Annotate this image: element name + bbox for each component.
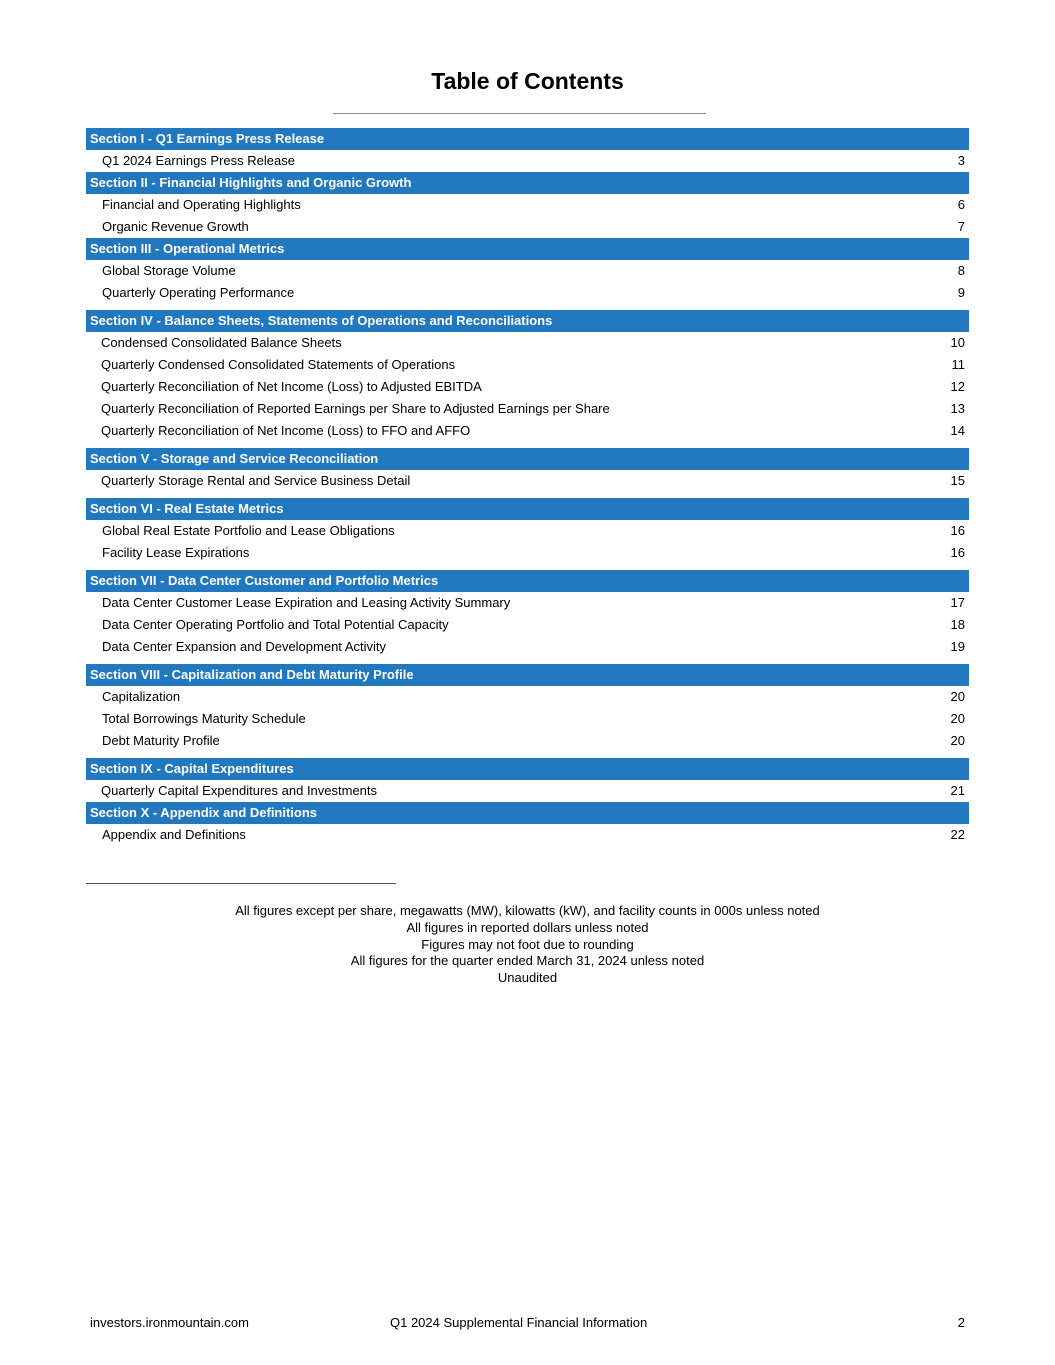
toc-entry-label: Global Storage Volume <box>102 263 236 278</box>
toc-section <box>86 802 969 846</box>
toc-entry-label: Quarterly Capital Expenditures and Investments <box>101 783 378 798</box>
table-of-contents <box>86 128 969 846</box>
toc-entry-page: 22 <box>950 827 965 842</box>
toc-section <box>86 310 969 442</box>
toc-entry <box>86 780 969 802</box>
toc-entry-label: Debt Maturity Profile <box>102 733 220 748</box>
note-line: Unaudited <box>497 970 558 986</box>
toc-entry-label: Quarterly Reconciliation of Reported Earnings per Share to Adjusted Earnings per Share <box>101 401 610 416</box>
toc-entry-page: 11 <box>951 357 965 372</box>
toc-entry-page: 9 <box>957 285 965 300</box>
section-header: Section IV - Balance Sheets, Statements of Operations and Reconciliations <box>86 310 969 332</box>
toc-entry <box>86 420 969 442</box>
toc-entry <box>86 332 969 354</box>
toc-entry <box>86 520 969 542</box>
toc-entry-label: Data Center Expansion and Development Activity <box>102 639 386 654</box>
toc-entry-page: 18 <box>950 617 965 632</box>
toc-entry-label: Data Center Operating Portfolio and Total Potential Capacity <box>102 617 449 632</box>
section-header: Section III - Operational Metrics <box>86 238 969 260</box>
section-header: Section VII - Data Center Customer and Portfolio Metrics <box>86 570 969 592</box>
toc-entry <box>86 194 969 216</box>
toc-entry-label: Quarterly Reconciliation of Net Income (Loss) to FFO and AFFO <box>101 423 471 438</box>
notes-block <box>0 903 1055 987</box>
toc-entry-page: 17 <box>950 595 965 610</box>
section-header: Section X - Appendix and Definitions <box>86 802 969 824</box>
toc-entry-page: 21 <box>950 783 965 798</box>
note-line: All figures except per share, megawatts (MW), kilowatts (kW), and facility counts in 000s unless noted <box>235 903 820 918</box>
toc-section <box>86 448 969 492</box>
toc-entry <box>86 592 969 614</box>
toc-section <box>86 758 969 802</box>
toc-entry <box>86 354 969 376</box>
toc-entry-label: Organic Revenue Growth <box>102 219 249 234</box>
footer-doc-title: Q1 2024 Supplemental Financial Information <box>390 1315 648 1330</box>
toc-entry-page: 8 <box>957 263 965 278</box>
toc-entry-page: 3 <box>957 153 965 168</box>
toc-entry <box>86 376 969 398</box>
section-header: Section VIII - Capitalization and Debt Maturity Profile <box>86 664 969 686</box>
toc-entry-page: 16 <box>950 523 965 538</box>
toc-entry <box>86 260 969 282</box>
toc-entry <box>86 542 969 564</box>
toc-section <box>86 128 969 172</box>
toc-entry <box>86 730 969 752</box>
toc-entry-page: 19 <box>950 639 965 654</box>
toc-entry <box>86 398 969 420</box>
footnote-divider <box>86 883 396 884</box>
section-header: Section IX - Capital Expenditures <box>86 758 969 780</box>
page-title: Table of Contents <box>431 68 624 94</box>
toc-entry <box>86 216 969 238</box>
toc-entry-label: Global Real Estate Portfolio and Lease Obligations <box>102 523 395 538</box>
toc-entry-page: 15 <box>950 473 965 488</box>
toc-entry <box>86 282 969 304</box>
toc-entry-label: Facility Lease Expirations <box>102 545 250 560</box>
toc-entry-label: Q1 2024 Earnings Press Release <box>102 153 295 168</box>
toc-entry-label: Quarterly Storage Rental and Service Business Detail <box>101 473 411 488</box>
toc-entry-label: Quarterly Condensed Consolidated Statements of Operations <box>101 357 456 372</box>
toc-entry-page: 20 <box>950 689 965 704</box>
toc-section <box>86 664 969 752</box>
footer-website: investors.ironmountain.com <box>90 1315 249 1330</box>
note-line: Figures may not foot due to rounding <box>421 936 634 952</box>
toc-entry-label: Data Center Customer Lease Expiration and Leasing Activity Summary <box>102 595 511 610</box>
toc-entry-page: 10 <box>950 335 965 350</box>
section-header: Section II - Financial Highlights and Organic Growth <box>86 172 969 194</box>
toc-section <box>86 570 969 658</box>
footer-page-number: 2 <box>957 1315 965 1330</box>
toc-entry <box>86 824 969 846</box>
toc-section <box>86 172 969 238</box>
toc-entry <box>86 614 969 636</box>
toc-entry-page: 7 <box>957 219 965 234</box>
toc-entry-page: 12 <box>950 379 965 394</box>
toc-entry-label: Total Borrowings Maturity Schedule <box>102 711 306 726</box>
toc-entry <box>86 470 969 492</box>
toc-entry-label: Financial and Operating Highlights <box>102 197 301 212</box>
toc-entry-label: Quarterly Reconciliation of Net Income (Loss) to Adjusted EBITDA <box>101 379 482 394</box>
toc-entry-page: 13 <box>950 401 965 416</box>
section-header: Section V - Storage and Service Reconciliation <box>86 448 969 470</box>
toc-entry-page: 20 <box>950 733 965 748</box>
toc-entry-page: 14 <box>950 423 965 438</box>
toc-entry-label: Condensed Consolidated Balance Sheets <box>101 335 342 350</box>
toc-entry <box>86 150 969 172</box>
toc-entry-label: Appendix and Definitions <box>102 827 246 842</box>
note-line: All figures for the quarter ended March 31, 2024 unless noted <box>350 953 705 969</box>
toc-section <box>86 498 969 564</box>
title-divider <box>333 113 706 114</box>
toc-entry-label: Quarterly Operating Performance <box>102 285 295 300</box>
toc-entry-page: 20 <box>950 711 965 726</box>
toc-entry-label: Capitalization <box>102 689 181 704</box>
section-header: Section I - Q1 Earnings Press Release <box>86 128 969 150</box>
section-header: Section VI - Real Estate Metrics <box>86 498 969 520</box>
toc-section <box>86 238 969 304</box>
toc-entry-page: 6 <box>957 197 965 212</box>
note-line: All figures in reported dollars unless noted <box>406 919 649 935</box>
toc-entry <box>86 636 969 658</box>
toc-entry <box>86 686 969 708</box>
toc-entry-page: 16 <box>950 545 965 560</box>
toc-entry <box>86 708 969 730</box>
